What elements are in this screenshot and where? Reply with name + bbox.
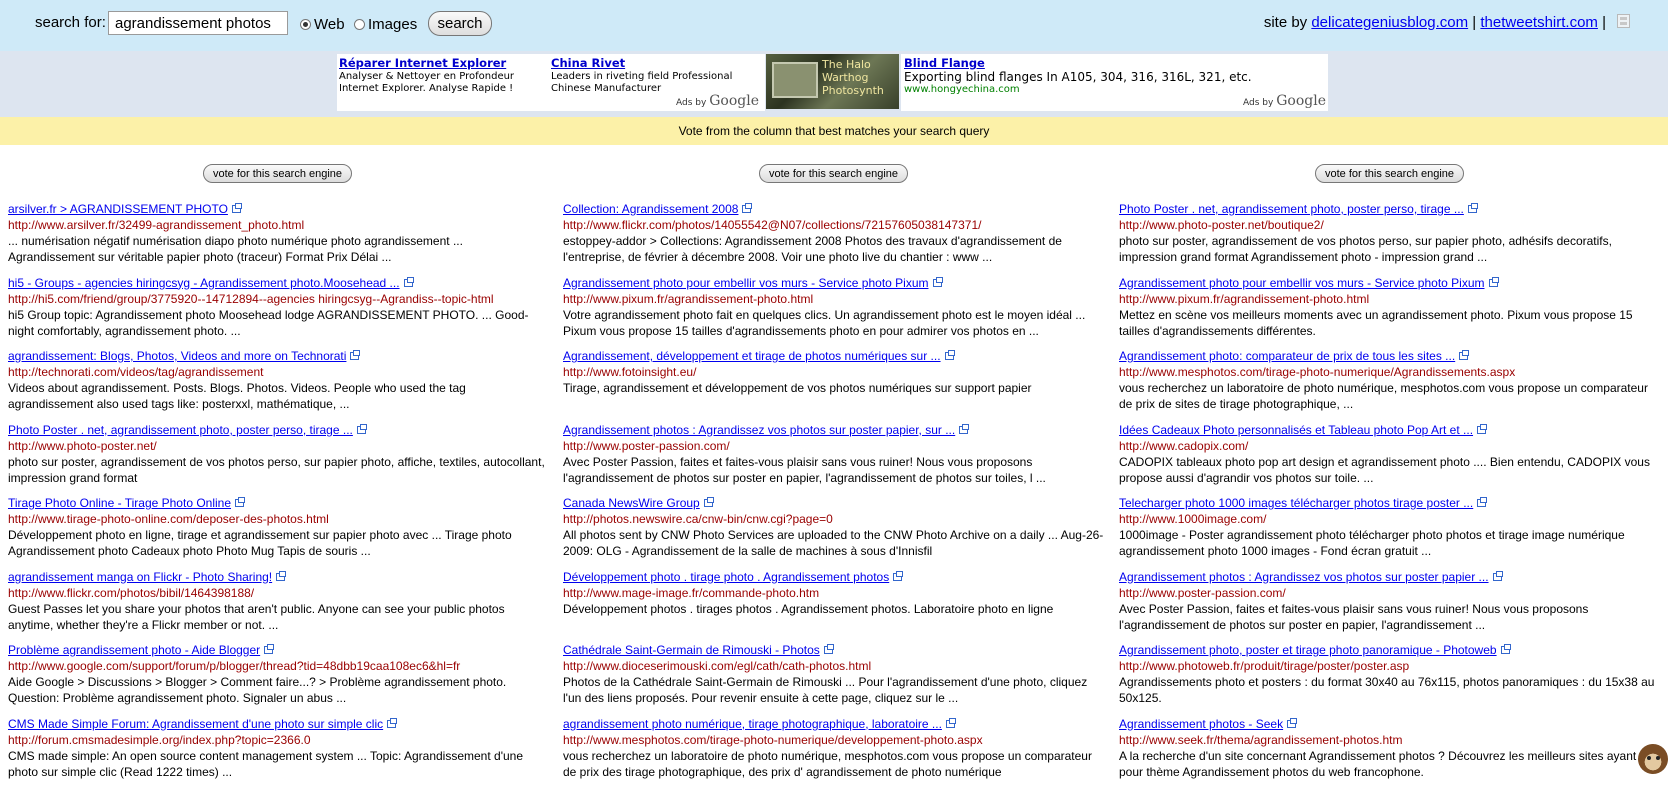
result-title-link[interactable]: [1119, 275, 1661, 291]
result-url: http://technorati.com/videos/tag/agrandissement: [8, 364, 550, 380]
open-new-window-icon[interactable]: [264, 646, 273, 654]
results-column-3: [1119, 201, 1661, 789]
open-new-window-icon[interactable]: [1477, 499, 1486, 507]
result-snippet: vous recherchez un laboratoire de photo numérique, mesphotos.com vous propose un comparateur de prix des tirage photographique, des prix d' agrandissement de photo numérique: [563, 748, 1105, 780]
result-title-link[interactable]: [1119, 716, 1661, 732]
result-item: [8, 201, 550, 275]
radio-web-icon[interactable]: [300, 19, 311, 30]
result-item: [8, 275, 550, 349]
result-title-text[interactable]: hi5 - Groups - agencies hiringcsyg - Agrandissement photo.Moosehead ...: [8, 276, 400, 290]
open-new-window-icon[interactable]: [742, 205, 751, 213]
ad-3-url[interactable]: www.hongyechina.com: [904, 84, 1324, 95]
result-url: http://www.pixum.fr/agrandissement-photo.html: [1119, 291, 1661, 307]
result-snippet: ... numérisation négatif numérisation diapo photo numérique photo agrandissement ... Agrandissement sur véritable papier photo (traceur) Format Prix Délai ...: [8, 233, 550, 265]
result-snippet: Tirage, agrandissement et développement de vos photos numériques sur support papier: [563, 380, 1105, 396]
result-item: [1119, 716, 1661, 789]
result-title-text[interactable]: agrandissement: Blogs, Photos, Videos and more on Technorati: [8, 349, 346, 363]
ads-by-label: Ads by: [676, 98, 706, 108]
results-column-1: [8, 201, 550, 789]
separator: |: [1472, 14, 1476, 31]
open-new-window-icon[interactable]: [893, 573, 902, 581]
result-title-link[interactable]: [1119, 201, 1661, 217]
search-button[interactable]: search: [428, 11, 492, 36]
result-title-link[interactable]: [8, 569, 550, 585]
open-new-window-icon[interactable]: [1287, 720, 1296, 728]
result-item: [1119, 348, 1661, 422]
thetweetshirt-link[interactable]: thetweetshirt.com: [1480, 14, 1598, 31]
open-new-window-icon[interactable]: [1459, 352, 1468, 360]
ad-2-text: Leaders in riveting field Professional Chinese Manufacturer: [551, 71, 761, 95]
result-title-text[interactable]: Agrandissement photo pour embellir vos murs - Service photo Pixum: [1119, 276, 1485, 290]
result-title-link[interactable]: [8, 642, 550, 658]
result-url: http://www.mesphotos.com/tirage-photo-numerique/Agrandissements.aspx: [1119, 364, 1661, 380]
result-item: [563, 275, 1105, 349]
radio-images-label[interactable]: Images: [368, 16, 417, 33]
result-snippet: Mettez en scène vos meilleurs moments avec un agrandissement photo. Pixum vous propose 15 tailles d'agrandissements différentes.: [1119, 307, 1661, 339]
halo-warthog-ad-image[interactable]: [766, 54, 899, 109]
result-title-text[interactable]: Agrandissement photo: comparateur de prix de tous les sites ...: [1119, 349, 1455, 363]
result-url: http://www.tirage-photo-online.com/deposer-des-photos.html: [8, 511, 550, 527]
result-url: http://www.fotoinsight.eu/: [563, 364, 1105, 380]
top-search-bar: [0, 0, 1668, 51]
result-snippet: photo sur poster, agrandissement de vos photos perso, sur papier photo, adhésifs decoratifs, impression grand format Agrandissement photo - impression grand ...: [1119, 233, 1661, 265]
open-new-window-icon[interactable]: [404, 279, 413, 287]
result-item: [1119, 495, 1661, 569]
result-title-link[interactable]: [8, 201, 550, 217]
result-url: http://forum.cmsmadesimple.org/index.php?topic=2366.0: [8, 732, 550, 748]
radio-images[interactable]: [354, 16, 417, 33]
result-title-text[interactable]: agrandissement photo numérique, tirage photographique, laboratoire ...: [563, 717, 942, 731]
ads-by-label: Ads by: [1243, 98, 1273, 108]
result-title-link[interactable]: [8, 275, 550, 291]
result-snippet: Agrandissements photo et posters : du format 30x40 au 76x115, photos panoramiques : du 15x38 au 50x125.: [1119, 674, 1661, 706]
open-new-window-icon[interactable]: [1493, 573, 1502, 581]
result-title-text[interactable]: Agrandissement, développement et tirage de photos numériques sur ...: [563, 349, 941, 363]
site-by: [1264, 14, 1606, 31]
ad-image-text: The Halo Warthog Photosynth: [822, 58, 896, 97]
ad-1-title[interactable]: Réparer Internet Explorer: [339, 56, 544, 70]
delicategeniusblog-link[interactable]: delicategeniusblog.com: [1311, 14, 1468, 31]
result-item: [1119, 422, 1661, 496]
result-title-link[interactable]: [8, 495, 550, 511]
result-title-text[interactable]: agrandissement manga on Flickr - Photo Sharing!: [8, 570, 272, 584]
result-title-text[interactable]: arsilver.fr > AGRANDISSEMENT PHOTO: [8, 202, 228, 216]
result-title-link[interactable]: [1119, 569, 1661, 585]
search-input[interactable]: [108, 11, 288, 35]
result-snippet: 1000image - Poster agrandissement photo télécharger photo photos et tirage image numérique agrandissement photo 1000 images - Fond écran gratuit ...: [1119, 527, 1661, 559]
result-url: http://www.poster-passion.com/: [1119, 585, 1661, 601]
result-snippet: hi5 Group topic: Agrandissement photo Moosehead lodge AGRANDISSEMENT PHOTO. ... Good-night comfortably, agrandissement photo. ...: [8, 307, 550, 339]
result-snippet: Avec Poster Passion, faites et faites-vous plaisir sans vous ruiner! Nous vous proposons l'agrandissement de photos sur poster en papier, l'agrandissement ...: [1119, 601, 1661, 633]
result-title-text[interactable]: CMS Made Simple Forum: Agrandissement d'une photo sur simple clic: [8, 717, 383, 731]
result-title-link[interactable]: [1119, 642, 1661, 658]
result-url: http://www.1000image.com/: [1119, 511, 1661, 527]
result-title-text[interactable]: Canada NewsWire Group: [563, 496, 700, 510]
result-title-text[interactable]: Agrandissement photo pour embellir vos murs - Service photo Pixum: [563, 276, 929, 290]
result-snippet: Videos about agrandissement. Posts. Blogs. Photos. Videos. People who used the tag agrandissement also used tags like: posterxxl, mathématique, ...: [8, 380, 550, 412]
result-snippet: Développement photos . tirages photos . Agrandissement photos. Laboratoire photo en ligne: [563, 601, 1105, 617]
ads-by-google[interactable]: [1243, 93, 1326, 109]
result-item: [8, 642, 550, 716]
result-title-text[interactable]: Agrandissement photos : Agrandissez vos photos sur poster papier ...: [1119, 570, 1489, 584]
result-title-link[interactable]: [563, 201, 1105, 217]
result-url: http://www.arsilver.fr/32499-agrandissement_photo.html: [8, 217, 550, 233]
warthog-image: [772, 62, 818, 98]
ad-1-text: Analyser & Nettoyer en Profondeur Internet Explorer. Analyse Rapide !: [339, 71, 544, 95]
result-snippet: A la recherche d'un site concernant Agrandissement photos ? Découvrez les meilleurs sites ayant pour thème Agrandissement photos du web francophone.: [1119, 748, 1661, 780]
open-new-window-icon[interactable]: [704, 499, 713, 507]
radio-web-label[interactable]: Web: [314, 16, 345, 33]
result-item: [1119, 275, 1661, 349]
result-title-link[interactable]: [1119, 495, 1661, 511]
open-new-window-icon[interactable]: [1477, 426, 1486, 434]
result-snippet: Aide Google > Discussions > Blogger > Comment faire...? > Problème agrandissement photo. Question: Problème agrandissement photo. Signaler un abus ...: [8, 674, 550, 706]
open-new-window-icon[interactable]: [824, 646, 833, 654]
ad-3-text: Exporting blind flanges In A105, 304, 316, 316L, 321, etc.: [904, 70, 1324, 84]
result-url: http://hi5.com/friend/group/3775920--14712894--agencies hiringcsyg--Agrandiss--topic-html: [8, 291, 550, 307]
open-new-window-icon[interactable]: [276, 573, 285, 581]
ad-2-title[interactable]: China Rivet: [551, 56, 761, 70]
result-item: [8, 422, 550, 496]
result-url: http://www.photo-poster.net/boutique2/: [1119, 217, 1661, 233]
result-title-link[interactable]: [563, 569, 1105, 585]
result-title-text[interactable]: Collection: Agrandissement 2008: [563, 202, 738, 216]
ad-3[interactable]: [904, 56, 1324, 95]
result-title-link[interactable]: [563, 495, 1105, 511]
result-title-text[interactable]: Cathédrale Saint-Germain de Rimouski - Photos: [563, 643, 820, 657]
separator: |: [1602, 14, 1606, 31]
ads-by-google[interactable]: [676, 93, 759, 109]
result-url: http://www.flickr.com/photos/14055542@N07/collections/72157605038147371/: [563, 217, 1105, 233]
vote-button-column-1[interactable]: vote for this search engine: [203, 164, 352, 183]
vote-button-column-2[interactable]: vote for this search engine: [759, 164, 908, 183]
result-item: [563, 348, 1105, 422]
result-url: http://www.poster-passion.com/: [563, 438, 1105, 454]
result-item: [8, 348, 550, 422]
open-new-window-icon[interactable]: [959, 426, 968, 434]
result-title-link[interactable]: [563, 716, 1105, 732]
result-title-text[interactable]: Photo Poster . net, agrandissement photo, poster perso, tirage ...: [8, 423, 353, 437]
result-item: [8, 569, 550, 643]
result-item: [8, 495, 550, 569]
result-snippet: All photos sent by CNW Photo Services are uploaded to the CNW Photo Archive on a daily ... Aug-26-2009: OLG - Agrandissement de la salle de machines à sous d'Innisfil: [563, 527, 1105, 559]
result-item: [8, 716, 550, 789]
google-logo: Google: [1276, 93, 1326, 109]
result-title-text[interactable]: Problème agrandissement photo - Aide Blogger: [8, 643, 260, 657]
result-url: http://www.pixum.fr/agrandissement-photo.html: [563, 291, 1105, 307]
result-title-text[interactable]: Idées Cadeaux Photo personnalisés et Tableau photo Pop Art et ...: [1119, 423, 1473, 437]
result-url: http://www.dioceserimouski.com/egl/cath/cath-photos.html: [563, 658, 1105, 674]
result-title-link[interactable]: [8, 716, 550, 732]
result-snippet: photo sur poster, agrandissement de vos photos perso, sur papier photo, affiche, textiles, autocollant, impression grand format: [8, 454, 550, 486]
result-url: http://www.mesphotos.com/tirage-photo-numerique/developpement-photo.aspx: [563, 732, 1105, 748]
result-item: [563, 422, 1105, 496]
ad-2[interactable]: [551, 56, 761, 95]
result-title-text[interactable]: Agrandissement photos : Agrandissez vos photos sur poster papier, sur ...: [563, 423, 955, 437]
result-snippet: vous recherchez un laboratoire de photo numérique, mesphotos.com vous propose un comparateur de prix de sites de tirage photographique, ...: [1119, 380, 1661, 412]
open-new-window-icon[interactable]: [946, 720, 955, 728]
open-new-window-icon[interactable]: [1489, 279, 1498, 287]
search-label: search for:: [35, 14, 106, 31]
result-snippet: Photos de la Cathédrale Saint-Germain de Rimouski ... Pour l'agrandissement d'une photo, cliquez l'un des liens proposés. Pour revenir ensuite à cette page, cliquez sur le ...: [563, 674, 1105, 706]
result-item: [563, 642, 1105, 716]
result-title-link[interactable]: [1119, 348, 1661, 364]
open-new-window-icon[interactable]: [1501, 646, 1510, 654]
result-item: [563, 569, 1105, 643]
result-title-text[interactable]: Agrandissement photos - Seek: [1119, 717, 1283, 731]
ad-box-right: [901, 54, 1328, 111]
result-url: http://photos.newswire.ca/cnw-bin/cnw.cgi?page=0: [563, 511, 1105, 527]
result-item: [1119, 201, 1661, 275]
ad-1[interactable]: [339, 56, 544, 95]
result-title-link[interactable]: [563, 275, 1105, 291]
result-title-link[interactable]: [8, 422, 550, 438]
google-logo: Google: [709, 93, 759, 109]
results-column-2: [563, 201, 1105, 789]
result-snippet: Guest Passes let you share your photos that aren't public. Anyone can see your public photos anytime, whether they're a Flickr member or not. ...: [8, 601, 550, 633]
result-url: http://www.photoweb.fr/produit/tirage/poster/poster.asp: [1119, 658, 1661, 674]
result-title-text[interactable]: Agrandissement photo, poster et tirage photo panoramique - Photoweb: [1119, 643, 1497, 657]
open-new-window-icon[interactable]: [1468, 205, 1477, 213]
site-by-label: site by: [1264, 14, 1307, 31]
result-title-link[interactable]: [8, 348, 550, 364]
ad-box-left: [337, 54, 765, 111]
result-title-link[interactable]: [1119, 422, 1661, 438]
monkey-icon[interactable]: [1638, 744, 1668, 774]
open-new-window-icon[interactable]: [232, 205, 241, 213]
result-title-text[interactable]: Développement photo . tirage photo . Agrandissement photos: [563, 570, 889, 584]
result-url: http://www.mage-image.fr/commande-photo.htm: [563, 585, 1105, 601]
open-new-window-icon[interactable]: [387, 720, 396, 728]
vote-button-column-3[interactable]: vote for this search engine: [1315, 164, 1464, 183]
result-url: http://www.google.com/support/forum/p/blogger/thread?tid=48dbb19caa108ec6&hl=fr: [8, 658, 550, 674]
result-snippet: Votre agrandissement photo fait en quelques clics. Un agrandissement photo est le moyen idéal ... Pixum vous propose 15 tailles d'agrandissements photo en pour admirer vos photos en ...: [563, 307, 1105, 339]
result-title-text[interactable]: Telecharger photo 1000 images télécharger photos tirage poster ...: [1119, 496, 1473, 510]
radio-web[interactable]: [300, 16, 345, 33]
ad-3-title[interactable]: Blind Flange: [904, 56, 1324, 70]
radio-images-icon[interactable]: [354, 19, 365, 30]
result-snippet: Développement photo en ligne, tirage et agrandissement sur papier photo avec ... Tirage photo Agrandissement photo Cadeaux photo Photo Mug Tapis de souris ...: [8, 527, 550, 559]
result-url: http://www.cadopix.com/: [1119, 438, 1661, 454]
result-item: [563, 716, 1105, 789]
result-snippet: CADOPIX tableaux photo pop art design et agrandissement photo .... Bien entendu, CADOPIX vous propose aussi d'agrandir vos photos sur toile. ...: [1119, 454, 1661, 486]
result-url: http://www.photo-poster.net/: [8, 438, 550, 454]
bookmark-icon[interactable]: [1617, 14, 1630, 28]
result-snippet: Avec Poster Passion, faites et faites-vous plaisir sans vous ruiner! Nous vous proposons l'agrandissement de photos sur poster en papier, l'agrandissement de photos sur toiles, l ...: [563, 454, 1105, 486]
result-title-text[interactable]: Tirage Photo Online - Tirage Photo Online: [8, 496, 231, 510]
result-title-link[interactable]: [563, 348, 1105, 364]
result-url: http://www.flickr.com/photos/bibil/1464398188/: [8, 585, 550, 601]
vote-instruction-bar: Vote from the column that best matches your search query: [0, 117, 1668, 145]
result-snippet: CMS made simple: An open source content management system ... Topic: Agrandissement d'une photo sur simple clic (Read 1222 times) ...: [8, 748, 550, 780]
open-new-window-icon[interactable]: [350, 352, 359, 360]
result-title-link[interactable]: [563, 422, 1105, 438]
result-title-text[interactable]: Photo Poster . net, agrandissement photo, poster perso, tirage ...: [1119, 202, 1464, 216]
open-new-window-icon[interactable]: [933, 279, 942, 287]
result-item: [1119, 569, 1661, 643]
result-item: [563, 201, 1105, 275]
result-item: [1119, 642, 1661, 716]
open-new-window-icon[interactable]: [945, 352, 954, 360]
open-new-window-icon[interactable]: [357, 426, 366, 434]
result-item: [563, 495, 1105, 569]
result-title-link[interactable]: [563, 642, 1105, 658]
open-new-window-icon[interactable]: [235, 499, 244, 507]
result-url: http://www.seek.fr/thema/agrandissement-photos.htm: [1119, 732, 1661, 748]
result-snippet: estoppey-addor > Collections: Agrandissement 2008 Photos des travaux d'agrandissement de l'entreprise, de février à décembre 2008. Voir une photo live du chantier : www ...: [563, 233, 1105, 265]
